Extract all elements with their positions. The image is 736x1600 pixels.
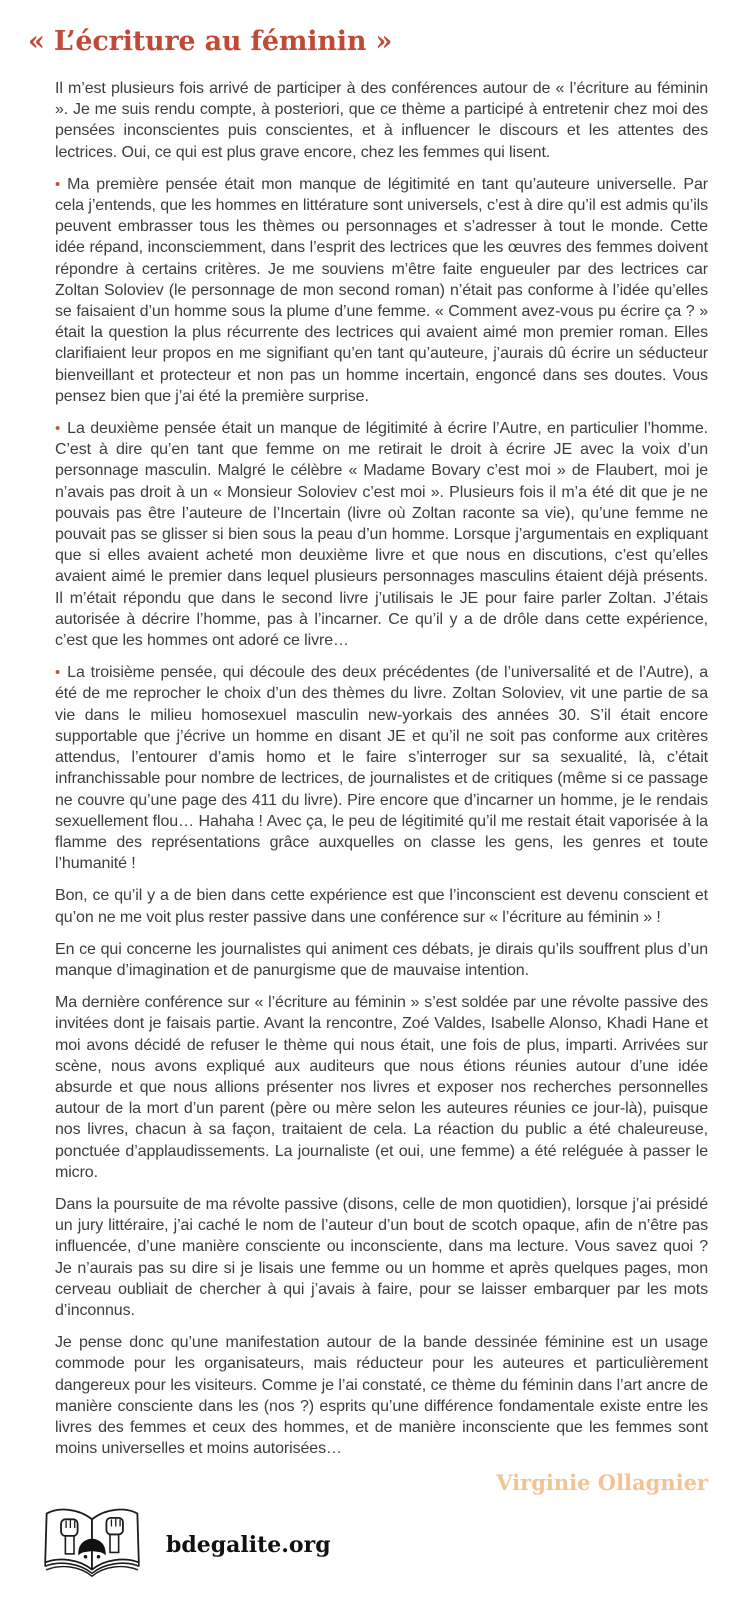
paragraph-text: Bon, ce qu’il y a de bien dans cette expérience est que l’inconscient est devenu conscient et qu’on ne me voit plus rester passive dans une conférence sur « l’écriture au féminin » ! bbox=[55, 887, 708, 926]
bullet-marker: • bbox=[55, 664, 61, 682]
paragraph-text: Il m’est plusieurs fois arrivé de participer à des conférences autour de « l’écriture au féminin ». Je me suis rendu compte, à posteriori, que ce thème a participé à entretenir chez moi des pensées inconscientes puis conscientes, et à influencer le discours et les attentes des lectrices. Oui, ce qui est plus grave encore, chez les femmes qui lisent. bbox=[55, 80, 708, 161]
paragraph bbox=[55, 992, 708, 1183]
paragraph bbox=[55, 885, 708, 927]
paragraph bbox=[55, 662, 708, 874]
paragraph bbox=[55, 418, 708, 651]
book-fists-logo-icon bbox=[38, 1500, 146, 1589]
paragraph bbox=[55, 1332, 708, 1459]
paragraph bbox=[55, 174, 708, 407]
paragraph-text: La troisième pensée, qui découle des deux précédentes (de l’universalité et de l’Autre), a été de me reprocher le choix d’un des thèmes du livre. Zoltan Soloviev, vit une partie de sa vie dans le milieu homosexuel masculin new-yorkais des années 30. S’il était encore supportable que j’écrive un homme en disant JE et qu’il ne soit pas conforme aux critères attendus, l’entourer d’amis homo et le faire s’interroger sur sa sexualité, là, c’était infranchissable pour nombre de lectrices, de journalistes et de critiques (même si ce passage ne couvre qu’une page des 411 du livre). Pire encore que d’incarner un homme, je le rendais sexuellement flou… Hahaha ! Avec ça, le peu de légitimité qu’il me restait était vaporisée à la flamme des représentations grâce auxquelles on classe les gens, les genres et toute l’humanité ! bbox=[55, 664, 708, 873]
bullet-marker: • bbox=[55, 175, 61, 193]
paragraph-text: La deuxième pensée était un manque de légitimité à écrire l’Autre, en particulier l’homme. C’est à dire qu’en tant que femme on me retirait le droit à écrire JE avec la voix d’un personnage masculin. Malgré le célèbre « Madame Bovary c’est moi » de Flaubert, moi je n’avais pas droit à un « Monsieur Soloviev c’est moi ». Plusieurs fois il m’a été dit que je ne pouvais pas être l’auteure de l’Incertain (livre où Zoltan raconte sa vie), qu’une femme ne pouvait pas se glisser si bien sous la peau d’un homme. Lorsque j’argumentais en expliquant que si elles avaient acheté mon deuxième livre et que nous en discutions, c’est qu’elles avaient aimé le premier dans lequel plusieurs personnages masculins étaient déjà présents. Il m’était répondu que dans le second livre j’utilisais le JE pour faire parler Zoltan. J’étais autorisée à décrire l’homme, pas à l’incarner. Ce qu’il y a de drôle dans cette expérience, c’est que les hommes ont adoré ce livre… bbox=[55, 420, 708, 650]
bullet-marker: • bbox=[55, 420, 61, 438]
paragraph-text: Ma première pensée était mon manque de légitimité en tant qu’auteure universelle. Par cela j’entends, que les hommes en littérature sont universels, c’est à dire qu’il est admis qu’ils peuvent embrasser tous les thèmes ou personnages et s’adresser à tout le monde. Cette idée répand, inconsciemment, dans l’esprit des lectrices que les œuvres des femmes doivent répondre à certains critères. Je me souviens m’être faite engueuler par des lectrices car Zoltan Soloviev (le personnage de mon second roman) n’était pas conforme à l’idée qu’elles se faisaient d’un homme sous la plume d’une femme. « Comment avez-vous pu écrire ça ? » était la question la plus récurrente des lectrices qui avaient aimé mon premier roman. Elles clarifiaient leur propos en me signifiant qu’en tant qu’auteure, j’aurais dû écrire un séducteur bienveillant et protecteur et non pas un homme incertain, engoncé dans ses doutes. Vous pensez bien que j’ai été la première surprise. bbox=[55, 175, 708, 405]
paragraph-text: Je pense donc qu’une manifestation autour de la bande dessinée féminine est un usage commode pour les organisateurs, mais réducteur pour les auteures et particulièrement dangereux pour les visiteurs. Comme je l’ai constaté, ce thème du féminin dans l’art ancre de manière consciente dans les (nos ?) esprits qu’une différence fondamentale existe entre les livres des femmes et ceux des hommes, et de manière inconsciente que les femmes sont moins universelles et moins autorisées… bbox=[55, 1334, 708, 1458]
paragraph bbox=[55, 939, 708, 981]
paragraph-text: Dans la poursuite de ma révolte passive (disons, celle de mon quotidien), lorsque j’ai présidé un jury littéraire, j’ai caché le nom de l’auteur d’un bout de scotch opaque, afin de n’être pas influencée, d’une manière consciente ou inconsciente, dans ma lecture. Vous savez quoi ? Je n’aurais pas su dire si je lisais une femme ou un homme et après quelques pages, mon cerveau oubliait de chercher à qui j’avais à faire, pour se laisser embarquer par les mots d’inconnus. bbox=[55, 1195, 708, 1319]
site-label: bdegalite.org bbox=[166, 1531, 331, 1558]
page-title: « L’écriture au féminin » bbox=[28, 26, 393, 57]
paragraph bbox=[55, 1194, 708, 1321]
footer bbox=[28, 1500, 708, 1589]
paragraph bbox=[55, 78, 708, 163]
author-signature: Virginie Ollagnier bbox=[496, 1470, 708, 1496]
paragraph-text: En ce qui concerne les journalistes qui animent ces débats, je dirais qu’ils souffrent plus d’un manque d’imagination et de panurgisme que de mauvaise intention. bbox=[55, 940, 708, 979]
article-body bbox=[28, 78, 708, 1496]
paragraph-text: Ma dernière conférence sur « l’écriture au féminin » s’est soldée par une révolte passive des invitées dont je faisais partie. Avant la rencontre, Zoé Valdes, Isabelle Alonso, Khadi Hane et moi avons décidé de refuser le thème qui nous était, une fois de plus, imparti. Arrivées sur scène, nous avons expliqué aux auditeurs que nous étions réunies autour d’une idée absurde et que nous allions présenter nos livres et exposer nos recherches personnelles autour de la mort d’un parent (père ou mère selon les auteures réunies ce jour-là), puisque nos livres, chacun à sa façon, traitaient de cela. La réaction du public a été chaleureuse, ponctuée d’applaudissements. La journaliste (et oui, une femme) a été reléguée à passer le micro. bbox=[55, 994, 708, 1181]
